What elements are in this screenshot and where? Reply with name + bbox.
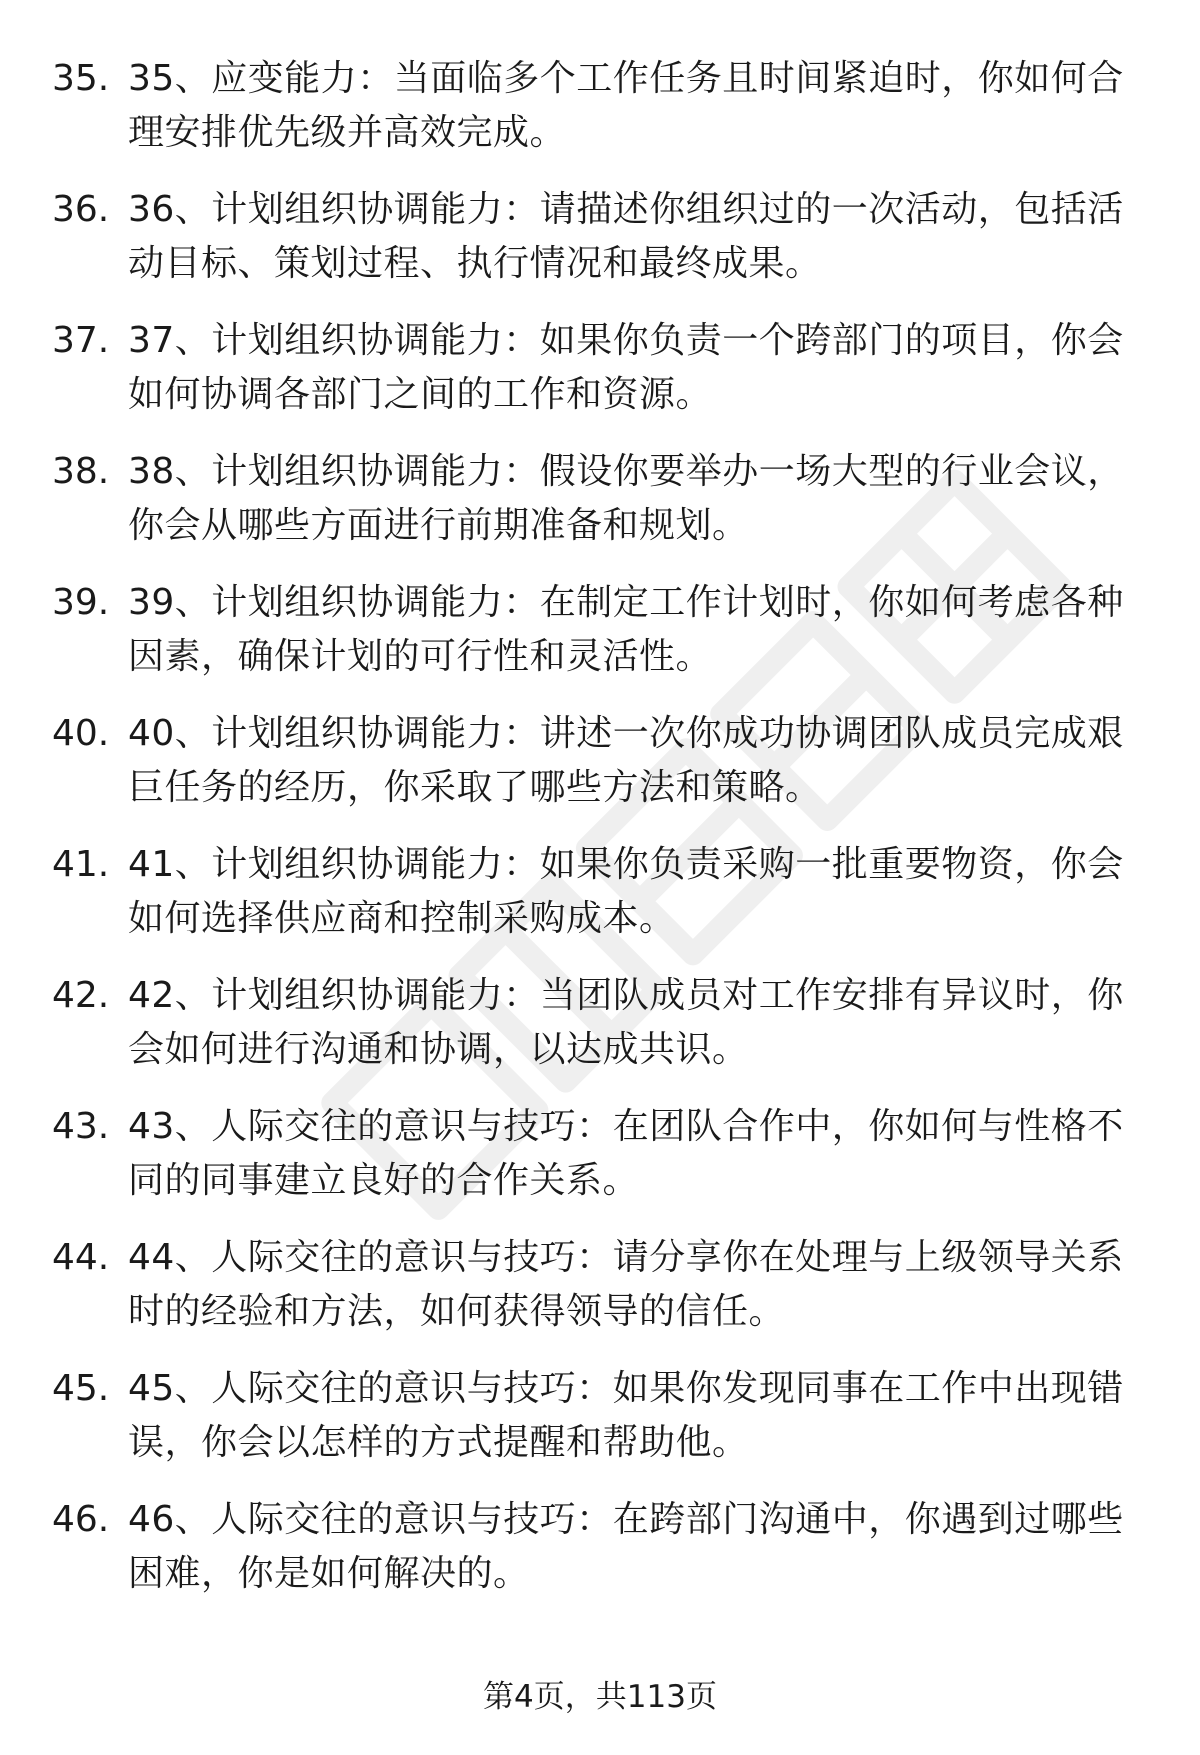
question-text: 42、计划组织协调能力：当团队成员对工作安排有异议时，你会如何进行沟通和协调，以达成共识。 xyxy=(128,975,1124,1070)
question-item xyxy=(0,576,1200,707)
question-number: 45. xyxy=(52,1368,110,1409)
question-item xyxy=(0,445,1200,576)
question-number: 40. xyxy=(52,713,110,754)
question-number: 42. xyxy=(52,975,110,1016)
question-text: 37、计划组织协调能力：如果你负责一个跨部门的项目，你会如何协调各部门之间的工作和资源。 xyxy=(128,320,1124,415)
question-number: 39. xyxy=(52,582,110,623)
question-text: 46、人际交往的意识与技巧：在跨部门沟通中，你遇到过哪些困难，你是如何解决的。 xyxy=(128,1499,1124,1594)
page-footer: 第4页，共113页 xyxy=(483,1679,717,1715)
question-number: 43. xyxy=(52,1106,110,1147)
question-list xyxy=(0,52,1200,1624)
question-number: 46. xyxy=(52,1499,110,1540)
question-item xyxy=(0,183,1200,314)
question-item xyxy=(0,969,1200,1100)
question-text: 44、人际交往的意识与技巧：请分享你在处理与上级领导关系时的经验和方法，如何获得领导的信任。 xyxy=(128,1237,1124,1332)
question-text: 36、计划组织协调能力：请描述你组织过的一次活动，包括活动目标、策划过程、执行情况和最终成果。 xyxy=(128,189,1124,284)
question-item xyxy=(0,838,1200,969)
question-text: 45、人际交往的意识与技巧：如果你发现同事在工作中出现错误，你会以怎样的方式提醒和帮助他。 xyxy=(128,1368,1124,1463)
question-number: 41. xyxy=(52,844,110,885)
question-text: 40、计划组织协调能力：讲述一次你成功协调团队成员完成艰巨任务的经历，你采取了哪些方法和策略。 xyxy=(128,713,1124,808)
question-item xyxy=(0,314,1200,445)
question-text: 35、应变能力：当面临多个工作任务且时间紧迫时，你如何合理安排优先级并高效完成。 xyxy=(128,58,1124,153)
question-item xyxy=(0,1100,1200,1231)
question-text: 41、计划组织协调能力：如果你负责采购一批重要物资，你会如何选择供应商和控制采购成本。 xyxy=(128,844,1124,939)
question-item xyxy=(0,1493,1200,1624)
question-text: 39、计划组织协调能力：在制定工作计划时，你如何考虑各种因素，确保计划的可行性和灵活性。 xyxy=(128,582,1124,677)
question-number: 36. xyxy=(52,189,110,230)
question-item xyxy=(0,1231,1200,1362)
question-number: 38. xyxy=(52,451,110,492)
question-number: 37. xyxy=(52,320,110,361)
question-text: 43、人际交往的意识与技巧：在团队合作中，你如何与性格不同的同事建立良好的合作关系。 xyxy=(128,1106,1124,1201)
question-item xyxy=(0,1362,1200,1493)
question-item xyxy=(0,707,1200,838)
question-number: 35. xyxy=(52,58,110,99)
question-text: 38、计划组织协调能力：假设你要举办一场大型的行业会议，你会从哪些方面进行前期准备和规划。 xyxy=(128,451,1124,546)
question-number: 44. xyxy=(52,1237,110,1278)
question-item xyxy=(0,52,1200,183)
